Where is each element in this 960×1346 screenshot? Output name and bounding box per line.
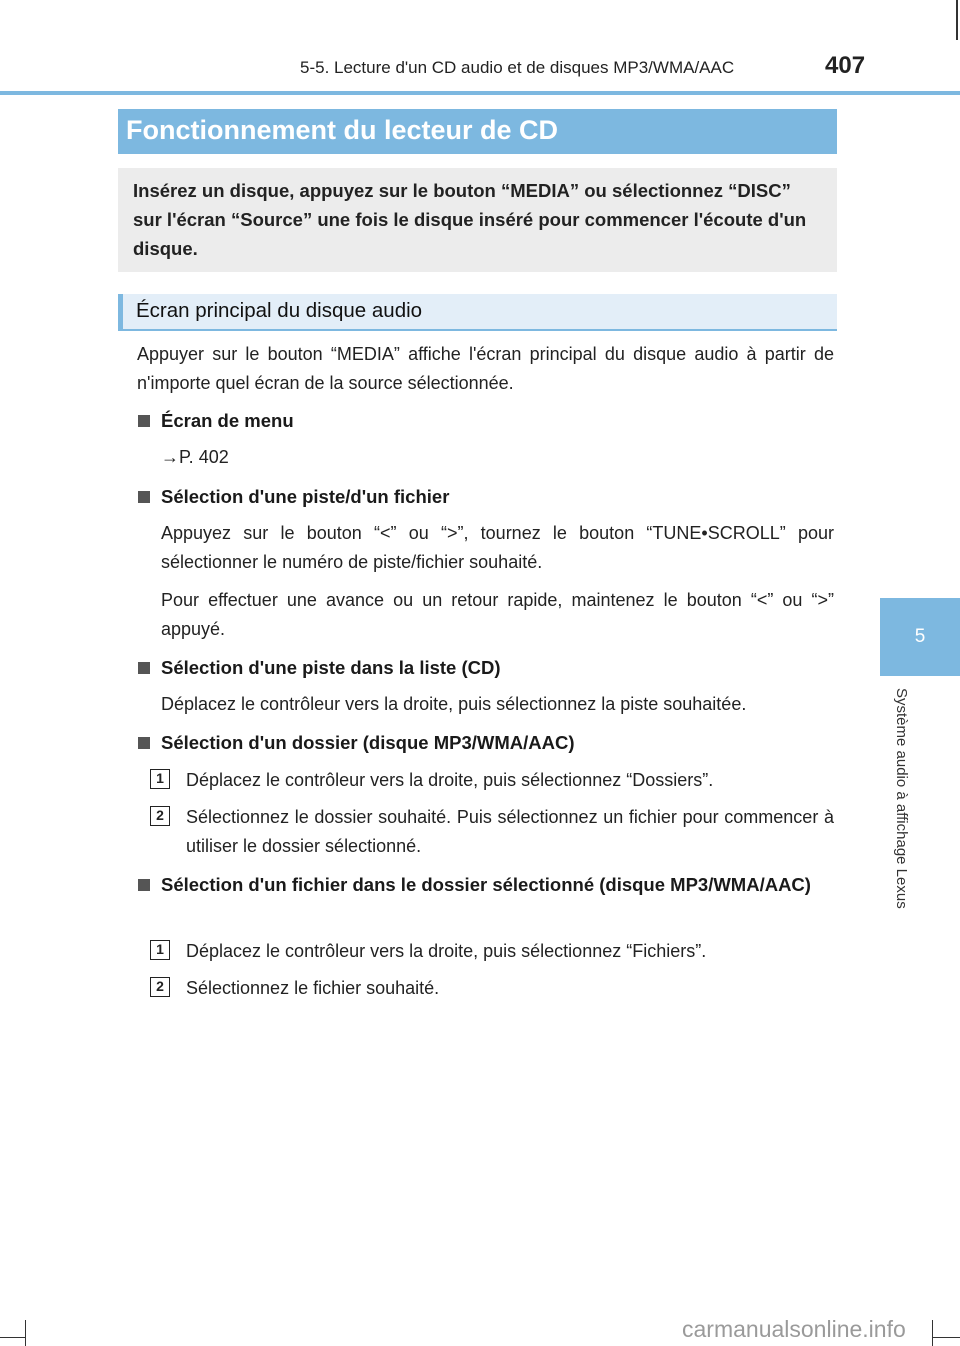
square-bullet-icon	[138, 662, 150, 674]
step-number: 1	[150, 769, 170, 789]
crop-mark	[25, 1320, 26, 1346]
section-heading-text: Sélection d'une piste dans la liste (CD)	[161, 657, 501, 678]
chapter-number: 5	[914, 626, 926, 647]
section-track-list	[137, 653, 834, 719]
section-heading	[137, 870, 834, 899]
section-heading	[137, 406, 834, 435]
step	[150, 937, 834, 966]
subhead-bar	[118, 294, 123, 329]
section-heading-text: Sélection d'un dossier (disque MP3/WMA/AAC)	[161, 732, 575, 753]
crop-mark	[0, 1337, 26, 1338]
square-bullet-icon	[138, 737, 150, 749]
page-number: 407	[825, 52, 866, 79]
section-heading	[137, 482, 834, 511]
crop-mark	[932, 1337, 960, 1338]
step-number: 2	[150, 806, 170, 826]
watermark: carmanualsonline.info	[682, 1316, 906, 1342]
step-text: Déplacez le contrôleur vers la droite, puis sélectionnez “Fichiers”.	[186, 941, 707, 961]
square-bullet-icon	[138, 415, 150, 427]
section-file-in-folder	[137, 870, 834, 899]
square-bullet-icon	[138, 491, 150, 503]
section-title: 5-5. Lecture d'un CD audio et de disques MP3/WMA/AAC	[300, 58, 735, 77]
main-paragraph: Appuyer sur le bouton “MEDIA” affiche l'écran principal du disque audio à partir de n'importe quel écran de la source sélectionnée.	[137, 344, 834, 393]
intro-box: Insérez un disque, appuyez sur le bouton “MEDIA” ou sélectionnez “DISC” sur l'écran “Source” une fois le disque inséré pour commencer l'écoute d'un disque.	[118, 168, 837, 272]
section-heading	[137, 728, 834, 757]
section-folder-select	[137, 728, 834, 757]
section-heading-text: Écran de menu	[161, 410, 294, 431]
section-heading-text: Sélection d'une piste/d'un fichier	[161, 486, 450, 507]
header-rule	[0, 91, 960, 95]
section-menu	[137, 406, 834, 472]
section-track-select	[137, 482, 834, 644]
section-body: Pour effectuer une avance ou un retour rapide, maintenez le bouton “<” ou “>” appuyé.	[161, 590, 834, 639]
step-text: Déplacez le contrôleur vers la droite, puis sélectionnez “Dossiers”.	[186, 770, 714, 790]
chapter-title: Système audio à affichage Lexus	[893, 688, 910, 909]
subhead-title: Écran principal du disque audio	[136, 299, 423, 322]
section-body: Appuyez sur le bouton “<” ou “>”, tournez le bouton “TUNE•SCROLL” pour sélectionner le numéro de piste/fichier souhaité.	[161, 523, 834, 572]
step-number: 1	[150, 940, 170, 960]
step	[150, 803, 834, 861]
section-heading	[137, 653, 834, 682]
crop-mark	[932, 1320, 933, 1346]
step-text: Sélectionnez le fichier souhaité.	[186, 978, 440, 998]
step	[150, 974, 834, 1003]
step-text: Sélectionnez le dossier souhaité. Puis sélectionnez un fichier pour commencer à utiliser le dossier sélectionné.	[186, 807, 834, 856]
step	[150, 766, 834, 795]
page-reference: →P. 402	[161, 447, 229, 467]
subhead	[118, 294, 837, 331]
step-number: 2	[150, 977, 170, 997]
section-body: Déplacez le contrôleur vers la droite, puis sélectionnez la piste souhaitée.	[161, 694, 747, 714]
banner-title: Fonctionnement du lecteur de CD	[118, 109, 837, 154]
chapter-tab	[880, 598, 960, 676]
square-bullet-icon	[138, 879, 150, 891]
section-heading-text: Sélection d'un fichier dans le dossier sélectionné (disque MP3/WMA/AAC)	[161, 874, 811, 895]
crop-mark	[956, 0, 958, 40]
